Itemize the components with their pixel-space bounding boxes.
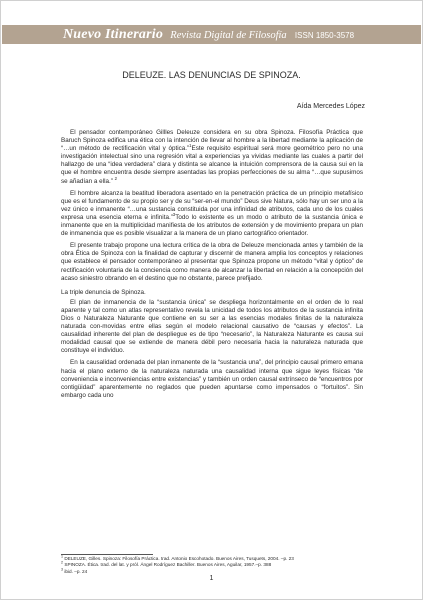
article-body <box>61 129 363 404</box>
footnotes <box>61 556 363 575</box>
article-author: Aída Mercedes López <box>296 103 365 110</box>
body-paragraph: El pensador contemporáneo Gillles Deleuze considera en su obra Spinoza. Filosofía Práctica que Baruch Spinoza edifica una ética con la intención de llevar al hombre a la libertad mediante la aplicación de “…un método de rectificación vital y óptica.”$^1$Este requisito espiritual será more geométrico pero no una investigación intelectual sino una regresión vital a experiencias ya vividas mediante las cuales a partir del hallazgo de una “idea verdadera” clara y distinta se alcance la intuición comprensora de la causa sui en la que el hombre encuentra desde siempre asentadas las propias perfecciones de su alma “…que supusimos se añadían a ella.” $^2$ <box>61 129 363 185</box>
body-paragraph: El plan de inmanencia de la “sustancia única” se despliega horizontalmente en el orden de lo real aparente y tal como un atlas representativo revela la unicidad de todos los atributos de la sustancia infinita Dios o Naturaleza Naturante que contiene en su ser a las esencias modales finitas de la naturaleza naturada con-movidas entre ellas según el modelo relacional causativo de “causas y efectos”. La causalidad inherente del plan de despliegue es de tipo “necesario”, la Naturaleza Naturante es causa sui modalidad causal que se extiende de manera débil pero necesaria hacia la naturaleza naturada que constituye el individuo. <box>61 298 363 355</box>
footnote-ref: 2 <box>114 175 117 181</box>
body-paragraph: El hombre alcanza la beatitud liberadora asentado en la penetración práctica de un principio metafísico que es el fundamento de su propio ser y de su “ser-en-el mundo” Deus sive Natura, sólo hay un ser uno a la vez único e inmanente “…una sustancia constituida por una infinidad de atributos, cada uno de los cuales expresa una esencia eterna e infinita.”$^3$Todo lo existente es un modo o atributo de la sustancia única e inmanente que en la multiplicidad manifiesta de los atributos de extensión y de movimiento prepara un plan de inmanencia que es posible visualizar a la manera de un plano cartográfico orientador. <box>61 189 363 238</box>
footnote: $^3$ ibid. –p. 24 <box>61 567 88 574</box>
journal-issn: ISSN 1850-3578 <box>294 31 355 40</box>
footnote: $^2$ SPINOZA. Ética. trad. del lat. y pról. Ángel Rodríguez Bachiller. Buenos Aires, Aguilar, 1957.–p. 388 <box>61 560 272 568</box>
footnote-ref: 1 <box>189 143 192 149</box>
footnote-ref: 3 <box>172 211 176 217</box>
body-paragraph: El presente trabajo propone una lectura crítica de la obra de Deleuze mencionada antes y también de la obra Ética de Spinoza con la finalidad de capturar y discernir de manera amplia los conceptos y relaciones que establece el pensador contemporáneo al presentar que Spinoza propone un método “vital y óptico” de rectificación voluntaria de la conciencia como manera de alcanzar la libertad en relación a la concepción del acaso siniestro obrando en el destino que no obstante, parece prefijado. <box>61 242 363 282</box>
footnote: $^1$ DELEUZE, Gilles. Spinoza: Filosofía Práctica. trad. Antonio Escohotado. Buenos Aires, Tusquets, 2004. –p. 23 <box>61 554 294 561</box>
journal-subtitle: Revista Digital de Filosofía <box>170 30 287 41</box>
section-heading: La triple denuncia de Spinoza. <box>61 288 146 296</box>
article-title: DELEUZE. LAS DENUNCIAS DE SPINOZA. <box>122 70 301 80</box>
body-paragraph: En la causalidad ordenada del plan inmanente de la “sustancia una”, del principio causal primero emana hacia el plano externo de la naturaleza naturada una causalidad interna que sigue leyes físicas “de conveniencia e inconveniencias entre existencias” y también un orden causal extrínseco de “encuentros por contigüidad” aparentemente no reglados que pueden apuntarse como impensados o “fortuitos”. Sin embargo cada uno <box>61 359 363 399</box>
page-number: 1 <box>209 575 214 582</box>
journal-brand: Nuevo Itinerario <box>63 27 164 42</box>
journal-header <box>63 24 354 44</box>
footnote-divider <box>61 554 153 555</box>
